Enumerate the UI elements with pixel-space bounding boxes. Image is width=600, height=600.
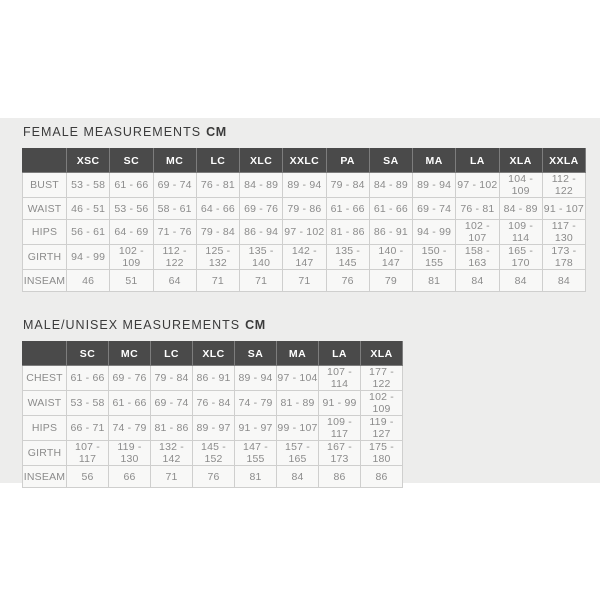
- male-cell-chest-mc: 69 - 76: [109, 366, 151, 391]
- male-cell-inseam-la: 86: [319, 466, 361, 488]
- column-header-la: LA: [319, 342, 361, 366]
- female-cell-waist-xxla: 91 - 107: [542, 198, 585, 220]
- female-row-inseam: [23, 270, 586, 292]
- male-header-row: [23, 342, 403, 366]
- male-measurements-section: [22, 318, 600, 488]
- female-cell-hips-la: 102 - 107: [456, 220, 499, 245]
- column-header-ma: MA: [413, 149, 456, 173]
- female-cell-bust-xlc: 84 - 89: [240, 173, 283, 198]
- column-header-xxlc: XXLC: [283, 149, 326, 173]
- female-cell-bust-pa: 79 - 84: [326, 173, 369, 198]
- male-cell-hips-xla: 119 - 127: [361, 416, 403, 441]
- female-cell-girth-lc: 125 - 132: [196, 245, 239, 270]
- male-cell-inseam-xlc: 76: [193, 466, 235, 488]
- female-corner-cell: [23, 149, 67, 173]
- female-cell-bust-sa: 84 - 89: [369, 173, 412, 198]
- male-cell-hips-sa: 91 - 97: [235, 416, 277, 441]
- male-cell-waist-xlc: 76 - 84: [193, 391, 235, 416]
- female-cell-waist-ma: 69 - 74: [413, 198, 456, 220]
- male-cell-waist-lc: 69 - 74: [151, 391, 193, 416]
- column-header-xlc: XLC: [193, 342, 235, 366]
- male-cell-waist-la: 91 - 99: [319, 391, 361, 416]
- female-cell-hips-xxlc: 97 - 102: [283, 220, 326, 245]
- female-cell-girth-mc: 112 - 122: [153, 245, 196, 270]
- size-chart-panel: [0, 118, 600, 483]
- male-cell-waist-sc: 53 - 58: [67, 391, 109, 416]
- column-header-sc: SC: [110, 149, 153, 173]
- row-label-bust: BUST: [23, 173, 67, 198]
- female-cell-waist-sa: 61 - 66: [369, 198, 412, 220]
- row-label-inseam: INSEAM: [23, 466, 67, 488]
- column-header-xlc: XLC: [240, 149, 283, 173]
- male-cell-chest-sa: 89 - 94: [235, 366, 277, 391]
- female-cell-hips-xxla: 117 - 130: [542, 220, 585, 245]
- male-corner-cell: [23, 342, 67, 366]
- female-title-text: FEMALE MEASUREMENTS: [23, 125, 202, 139]
- male-cell-chest-lc: 79 - 84: [151, 366, 193, 391]
- male-cell-hips-lc: 81 - 86: [151, 416, 193, 441]
- male-cell-chest-la: 107 - 114: [319, 366, 361, 391]
- male-cell-inseam-ma: 84: [277, 466, 319, 488]
- column-header-lc: LC: [151, 342, 193, 366]
- column-header-sc: SC: [67, 342, 109, 366]
- male-row-hips: [23, 416, 403, 441]
- female-cell-hips-pa: 81 - 86: [326, 220, 369, 245]
- male-cell-girth-la: 167 - 173: [319, 441, 361, 466]
- female-cell-inseam-xla: 84: [499, 270, 542, 292]
- female-cell-waist-xxlc: 79 - 86: [283, 198, 326, 220]
- male-row-inseam: [23, 466, 403, 488]
- female-table-title: [23, 125, 600, 140]
- female-cell-hips-lc: 79 - 84: [196, 220, 239, 245]
- female-cell-inseam-ma: 81: [413, 270, 456, 292]
- female-cell-inseam-xlc: 71: [240, 270, 283, 292]
- male-row-chest: [23, 366, 403, 391]
- female-cell-inseam-pa: 76: [326, 270, 369, 292]
- female-cell-girth-sc: 102 - 109: [110, 245, 153, 270]
- male-cell-girth-mc: 119 - 130: [109, 441, 151, 466]
- female-cell-waist-sc: 53 - 56: [110, 198, 153, 220]
- female-cell-hips-xlc: 86 - 94: [240, 220, 283, 245]
- female-cell-hips-mc: 71 - 76: [153, 220, 196, 245]
- female-cell-bust-xxlc: 89 - 94: [283, 173, 326, 198]
- male-cell-waist-sa: 74 - 79: [235, 391, 277, 416]
- male-cell-hips-ma: 99 - 107: [277, 416, 319, 441]
- column-header-xsc: XSC: [67, 149, 110, 173]
- female-row-bust: [23, 173, 586, 198]
- female-cell-bust-xxla: 112 - 122: [542, 173, 585, 198]
- female-cell-inseam-la: 84: [456, 270, 499, 292]
- female-cell-waist-mc: 58 - 61: [153, 198, 196, 220]
- male-row-girth: [23, 441, 403, 466]
- female-cell-inseam-xxla: 84: [542, 270, 585, 292]
- male-title-unit: CM: [245, 318, 266, 332]
- female-header-row: [23, 149, 586, 173]
- male-cell-girth-xlc: 145 - 152: [193, 441, 235, 466]
- female-title-unit: CM: [206, 125, 227, 139]
- row-label-inseam: INSEAM: [23, 270, 67, 292]
- male-cell-inseam-sa: 81: [235, 466, 277, 488]
- male-cell-chest-xla: 177 - 122: [361, 366, 403, 391]
- female-cell-girth-sa: 140 - 147: [369, 245, 412, 270]
- male-cell-hips-sc: 66 - 71: [67, 416, 109, 441]
- male-cell-inseam-sc: 56: [67, 466, 109, 488]
- row-label-chest: CHEST: [23, 366, 67, 391]
- female-cell-girth-la: 158 - 163: [456, 245, 499, 270]
- column-header-pa: PA: [326, 149, 369, 173]
- female-row-hips: [23, 220, 586, 245]
- female-cell-girth-ma: 150 - 155: [413, 245, 456, 270]
- male-cell-waist-mc: 61 - 66: [109, 391, 151, 416]
- female-cell-girth-pa: 135 - 145: [326, 245, 369, 270]
- female-cell-hips-sc: 64 - 69: [110, 220, 153, 245]
- male-cell-inseam-mc: 66: [109, 466, 151, 488]
- female-cell-inseam-xxlc: 71: [283, 270, 326, 292]
- row-label-waist: WAIST: [23, 391, 67, 416]
- female-cell-bust-lc: 76 - 81: [196, 173, 239, 198]
- female-cell-hips-sa: 86 - 91: [369, 220, 412, 245]
- male-cell-girth-ma: 157 - 165: [277, 441, 319, 466]
- male-cell-chest-ma: 97 - 104: [277, 366, 319, 391]
- male-cell-hips-xlc: 89 - 97: [193, 416, 235, 441]
- female-cell-waist-lc: 64 - 66: [196, 198, 239, 220]
- male-cell-inseam-xla: 86: [361, 466, 403, 488]
- female-cell-waist-pa: 61 - 66: [326, 198, 369, 220]
- column-header-sa: SA: [235, 342, 277, 366]
- female-cell-inseam-mc: 64: [153, 270, 196, 292]
- female-cell-waist-xlc: 69 - 76: [240, 198, 283, 220]
- female-cell-hips-ma: 94 - 99: [413, 220, 456, 245]
- female-cell-girth-xxla: 173 - 178: [542, 245, 585, 270]
- female-cell-inseam-xsc: 46: [67, 270, 110, 292]
- male-size-table: [22, 341, 403, 488]
- female-size-table: [22, 148, 586, 292]
- male-table-title: [23, 318, 600, 333]
- female-cell-inseam-lc: 71: [196, 270, 239, 292]
- female-cell-girth-xla: 165 - 170: [499, 245, 542, 270]
- row-label-waist: WAIST: [23, 198, 67, 220]
- column-header-ma: MA: [277, 342, 319, 366]
- column-header-mc: MC: [153, 149, 196, 173]
- column-header-mc: MC: [109, 342, 151, 366]
- female-measurements-section: [22, 125, 600, 292]
- female-cell-bust-sc: 61 - 66: [110, 173, 153, 198]
- female-cell-waist-xla: 84 - 89: [499, 198, 542, 220]
- female-row-waist: [23, 198, 586, 220]
- female-cell-girth-xsc: 94 - 99: [67, 245, 110, 270]
- male-cell-hips-mc: 74 - 79: [109, 416, 151, 441]
- female-cell-bust-la: 97 - 102: [456, 173, 499, 198]
- male-cell-waist-xla: 102 - 109: [361, 391, 403, 416]
- column-header-sa: SA: [369, 149, 412, 173]
- column-header-xla: XLA: [499, 149, 542, 173]
- column-header-lc: LC: [196, 149, 239, 173]
- female-cell-hips-xla: 109 - 114: [499, 220, 542, 245]
- male-cell-girth-sc: 107 - 117: [67, 441, 109, 466]
- male-cell-girth-sa: 147 - 155: [235, 441, 277, 466]
- female-cell-waist-la: 76 - 81: [456, 198, 499, 220]
- male-cell-girth-xla: 175 - 180: [361, 441, 403, 466]
- female-cell-waist-xsc: 46 - 51: [67, 198, 110, 220]
- row-label-hips: HIPS: [23, 416, 67, 441]
- male-title-text: MALE/UNISEX MEASUREMENTS: [23, 318, 241, 332]
- female-cell-inseam-sc: 51: [110, 270, 153, 292]
- male-cell-waist-ma: 81 - 89: [277, 391, 319, 416]
- female-cell-girth-xxlc: 142 - 147: [283, 245, 326, 270]
- female-cell-girth-xlc: 135 - 140: [240, 245, 283, 270]
- female-cell-bust-xsc: 53 - 58: [67, 173, 110, 198]
- male-cell-inseam-lc: 71: [151, 466, 193, 488]
- row-label-hips: HIPS: [23, 220, 67, 245]
- row-label-girth: GIRTH: [23, 245, 67, 270]
- female-cell-inseam-sa: 79: [369, 270, 412, 292]
- female-cell-bust-mc: 69 - 74: [153, 173, 196, 198]
- male-cell-chest-xlc: 86 - 91: [193, 366, 235, 391]
- male-row-waist: [23, 391, 403, 416]
- female-row-girth: [23, 245, 586, 270]
- male-cell-chest-sc: 61 - 66: [67, 366, 109, 391]
- female-cell-bust-ma: 89 - 94: [413, 173, 456, 198]
- row-label-girth: GIRTH: [23, 441, 67, 466]
- female-cell-bust-xla: 104 - 109: [499, 173, 542, 198]
- column-header-la: LA: [456, 149, 499, 173]
- column-header-xla: XLA: [361, 342, 403, 366]
- column-header-xxla: XXLA: [542, 149, 585, 173]
- female-cell-hips-xsc: 56 - 61: [67, 220, 110, 245]
- male-cell-hips-la: 109 - 117: [319, 416, 361, 441]
- male-cell-girth-lc: 132 - 142: [151, 441, 193, 466]
